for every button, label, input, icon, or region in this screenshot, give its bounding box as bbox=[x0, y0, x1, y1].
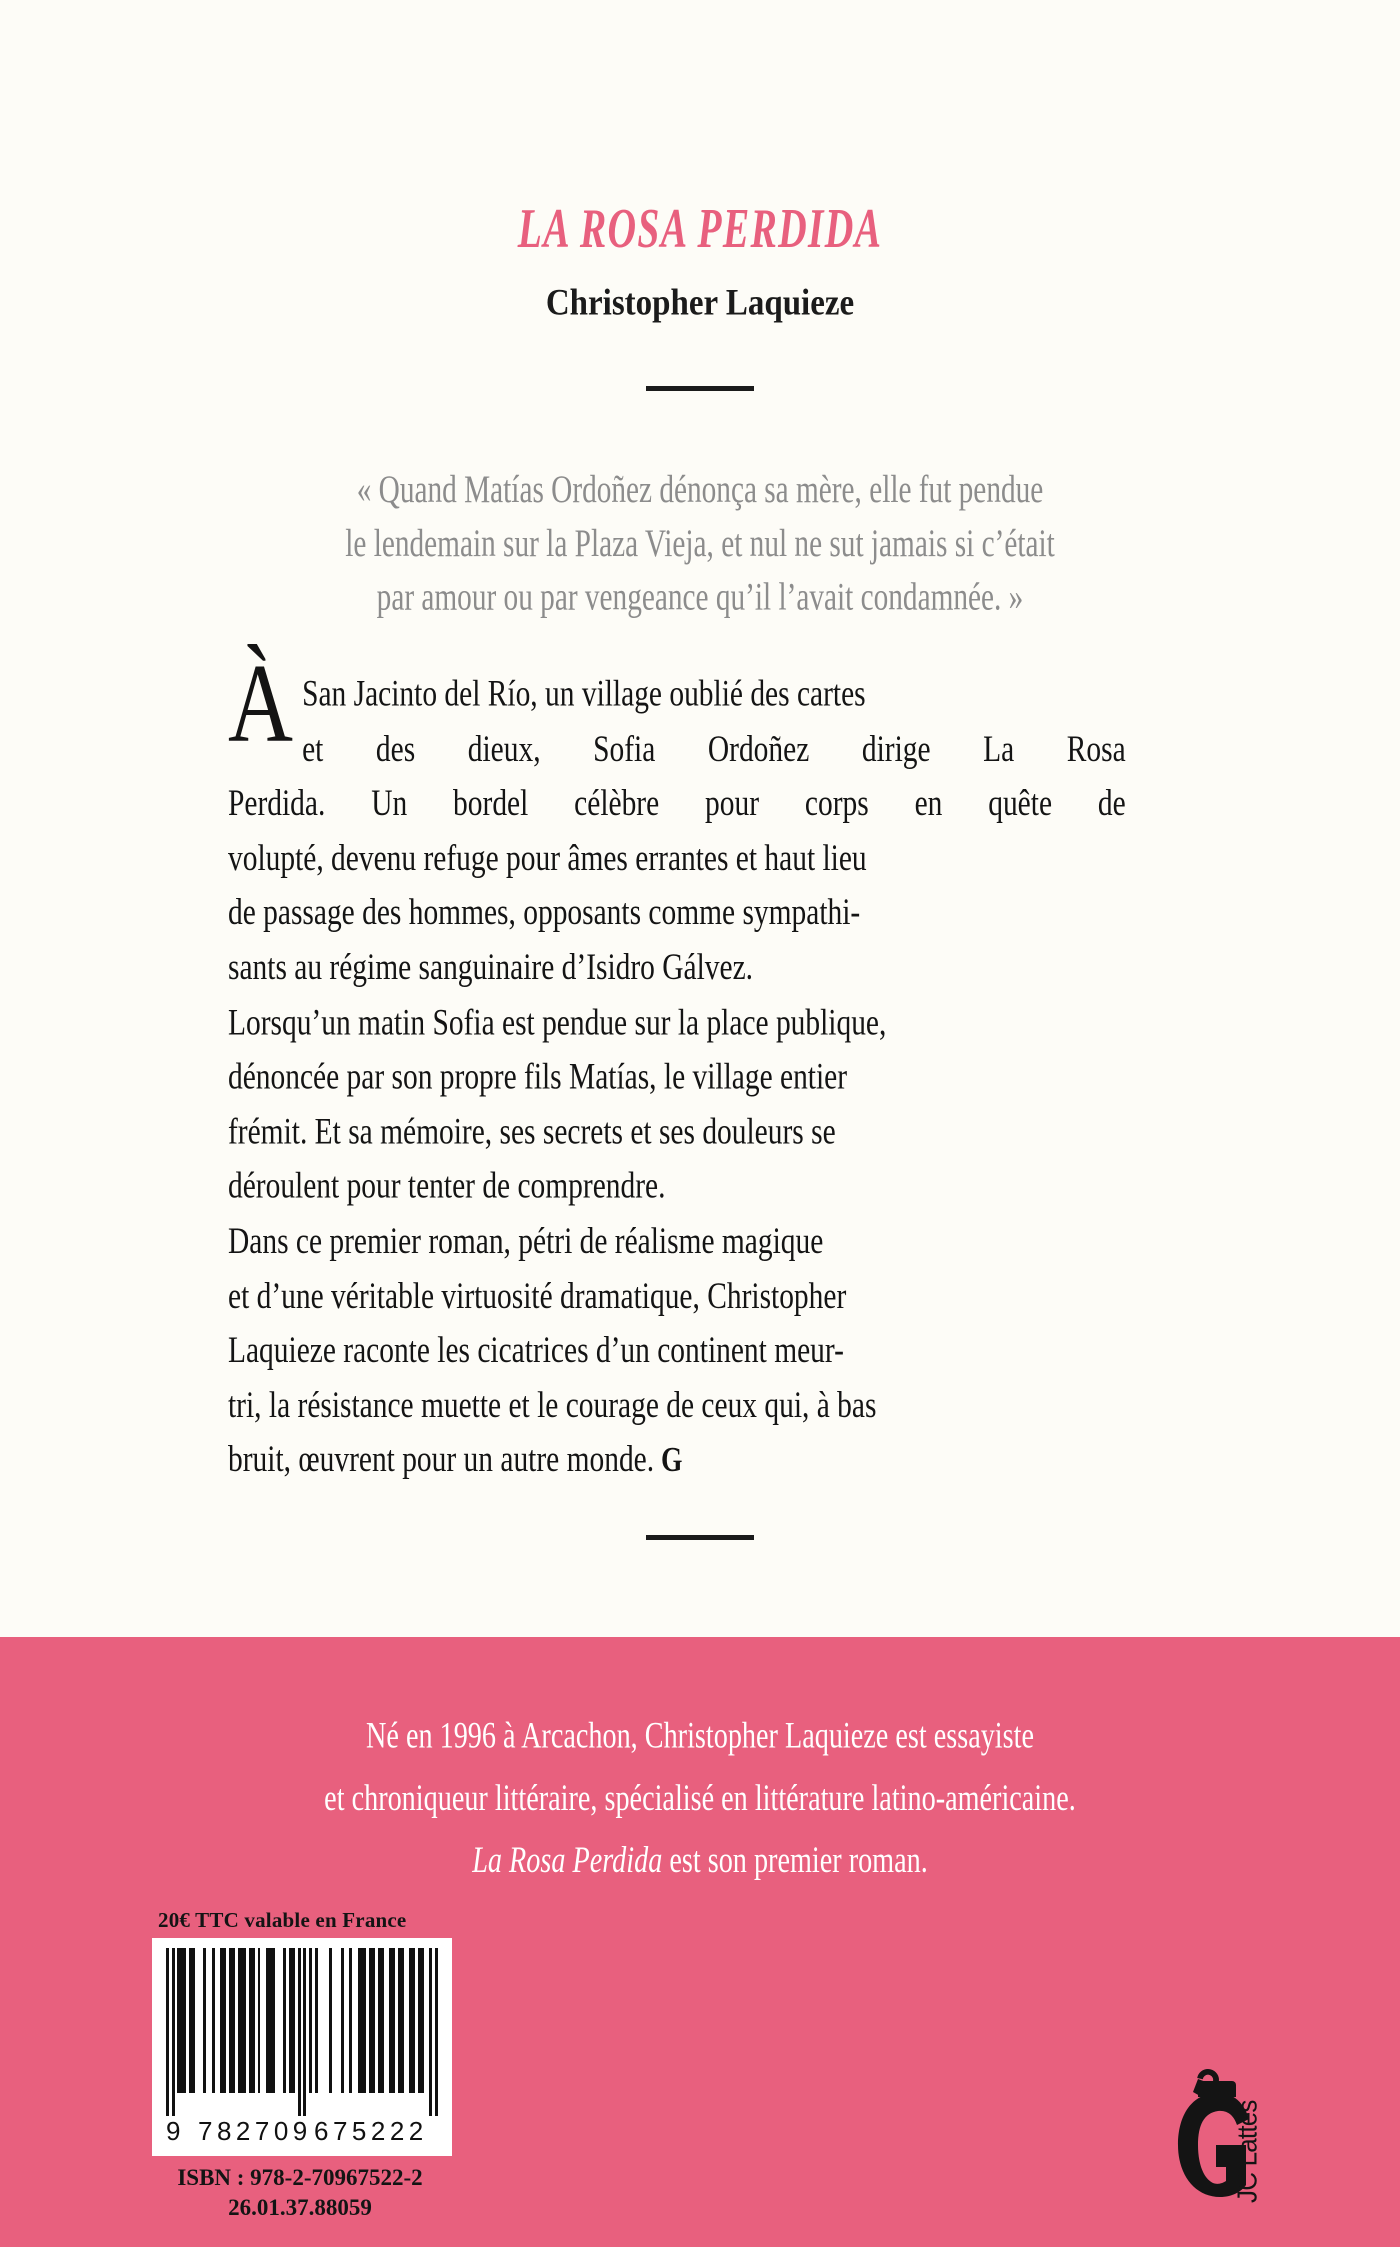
blurb-word: corps bbox=[804, 781, 869, 824]
barcode-bar bbox=[192, 1948, 195, 2093]
blurb-line: Laquieze raconte les cicatrices d’un continent meur- bbox=[228, 1328, 844, 1371]
author-bio bbox=[98, 1705, 1301, 1892]
blurb-word: des bbox=[375, 726, 416, 769]
barcode-bar bbox=[429, 1948, 432, 2116]
barcode-bar bbox=[329, 1948, 332, 2093]
barcode-bar bbox=[349, 1948, 352, 2093]
blurb-word: Sofia bbox=[593, 726, 656, 769]
barcode-bar bbox=[364, 1948, 367, 2093]
barcode-bar bbox=[292, 1948, 295, 2093]
blurb-line: déroulent pour tenter de comprendre. bbox=[228, 1164, 666, 1207]
barcode-digits bbox=[166, 2116, 438, 2150]
blurb-line: bruit, œuvrent pour un autre monde. G bbox=[228, 1437, 683, 1480]
ean-digit-left: 9 bbox=[166, 2116, 182, 2146]
barcode-bar bbox=[401, 1948, 404, 2093]
epigraph-line: par amour ou par vengeance qu’il l’avait condamnée. » bbox=[376, 574, 1024, 619]
barcode-bar bbox=[309, 1948, 312, 2093]
blurb-word: Ordoñez bbox=[707, 726, 810, 769]
barcode-bar bbox=[252, 1948, 255, 2093]
blurb-line: Lorsqu’un matin Sofia est pendue sur la place publique, bbox=[228, 1000, 887, 1043]
barcode-bar bbox=[372, 1948, 375, 2093]
bio-line: Né en 1996 à Arcachon, Christopher Laquieze est essayiste bbox=[366, 1715, 1034, 1757]
barcode bbox=[152, 1938, 452, 2156]
blurb-line: San Jacinto del Río, un village oublié des cartes bbox=[302, 672, 866, 714]
barcode-bar bbox=[283, 1948, 286, 2093]
blurb-text bbox=[228, 666, 1126, 1489]
ean-digits-right: 675222 bbox=[314, 2116, 428, 2146]
blurb-word: pour bbox=[705, 781, 760, 824]
isbn-line: ISBN : 978-2-70967522-2 bbox=[177, 2165, 423, 2190]
blurb-word: quête bbox=[988, 781, 1053, 824]
publisher-end-mark: G bbox=[654, 1441, 683, 1480]
blurb-word: dirige bbox=[861, 726, 931, 769]
barcode-bar bbox=[223, 1948, 226, 2093]
blurb-line: dénoncée par son propre fils Matías, le village entier bbox=[228, 1054, 848, 1097]
barcode-bar bbox=[341, 1948, 344, 2093]
epigraph bbox=[189, 462, 1212, 623]
barcode-bar bbox=[203, 1948, 206, 2093]
barcode-bar bbox=[381, 1948, 384, 2093]
blurb-line: sants au régime sanguinaire d’Isidro Gálvez. bbox=[228, 945, 754, 988]
barcode-bar bbox=[183, 1948, 186, 2093]
barcode-bar bbox=[435, 1948, 438, 2116]
epigraph-line: le lendemain sur la Plaza Vieja, et nul ne sut jamais si c’était bbox=[345, 520, 1055, 565]
divider-bottom bbox=[646, 1535, 754, 1540]
blurb-line: de passage des hommes, opposants comme sympathi- bbox=[228, 890, 861, 933]
blurb-word: La bbox=[983, 726, 1015, 769]
barcode-bar bbox=[392, 1948, 395, 2093]
barcode-bar bbox=[421, 1948, 424, 2093]
isbn-block bbox=[90, 2163, 510, 2223]
author-name: Christopher Laquieze bbox=[545, 283, 855, 324]
barcode-bar bbox=[412, 1948, 415, 2093]
blurb-line bbox=[228, 775, 1126, 830]
blurb-word: de bbox=[1097, 781, 1126, 824]
blurb-word: Rosa bbox=[1066, 726, 1126, 769]
barcode-bar bbox=[166, 1948, 169, 2116]
blurb-line: Dans ce premier roman, pétri de réalisme magique bbox=[228, 1219, 824, 1262]
publisher-wordmark: JC Lattès bbox=[1231, 2100, 1263, 2203]
blurb-word: célèbre bbox=[574, 781, 660, 824]
drop-cap: À bbox=[228, 641, 293, 766]
bio-line bbox=[98, 1829, 1301, 1891]
barcode-bar bbox=[243, 1948, 246, 2093]
barcode-bar bbox=[232, 1948, 235, 2093]
blurb-line: et d’une véritable virtuosité dramatique, Christopher bbox=[228, 1273, 847, 1316]
epigraph-line: « Quand Matías Ordoñez dénonça sa mère, elle fut pendue bbox=[356, 467, 1044, 511]
barcode-bar bbox=[212, 1948, 215, 2093]
blurb-word: Un bbox=[371, 781, 408, 824]
barcode-bar bbox=[258, 1948, 261, 2093]
barcode-bar bbox=[272, 1948, 275, 2093]
barcode-bar bbox=[298, 1948, 301, 2116]
barcode-bars bbox=[166, 1948, 438, 2116]
divider-top bbox=[646, 386, 754, 391]
barcode-bar bbox=[172, 1948, 175, 2116]
publisher-logo bbox=[1168, 2063, 1328, 2203]
bio-line-rest: est son premier roman. bbox=[662, 1840, 928, 1881]
bio-line: et chroniqueur littéraire, spécialisé en littérature latino-américaine. bbox=[324, 1778, 1076, 1819]
blurb-line: tri, la résistance muette et le courage de ceux qui, à bas bbox=[228, 1383, 877, 1426]
barcode-bar bbox=[315, 1948, 318, 2093]
blurb-word: bordel bbox=[453, 781, 529, 824]
ean-digits-middle: 782709 bbox=[198, 2116, 312, 2146]
blurb-line: volupté, devenu refuge pour âmes errantes et haut lieu bbox=[228, 836, 867, 879]
blurb-word: Perdida. bbox=[228, 781, 326, 824]
barcode-bar bbox=[303, 1948, 306, 2116]
price-label: 20€ TTC valable en France bbox=[158, 1908, 407, 1932]
blurb-word: en bbox=[914, 781, 943, 824]
publisher-wordmark-wrap bbox=[1231, 2063, 1304, 2203]
blurb-word: et bbox=[302, 726, 324, 769]
internal-code-line: 26.01.37.88059 bbox=[228, 2195, 372, 2220]
blurb-line bbox=[228, 721, 1126, 776]
bio-book-title: La Rosa Perdida bbox=[472, 1840, 663, 1881]
page-title: LA ROSA PERDIDA bbox=[517, 197, 883, 260]
blurb-word: dieux, bbox=[467, 726, 541, 769]
blurb-line: frémit. Et sa mémoire, ses secrets et ses douleurs se bbox=[228, 1109, 836, 1152]
